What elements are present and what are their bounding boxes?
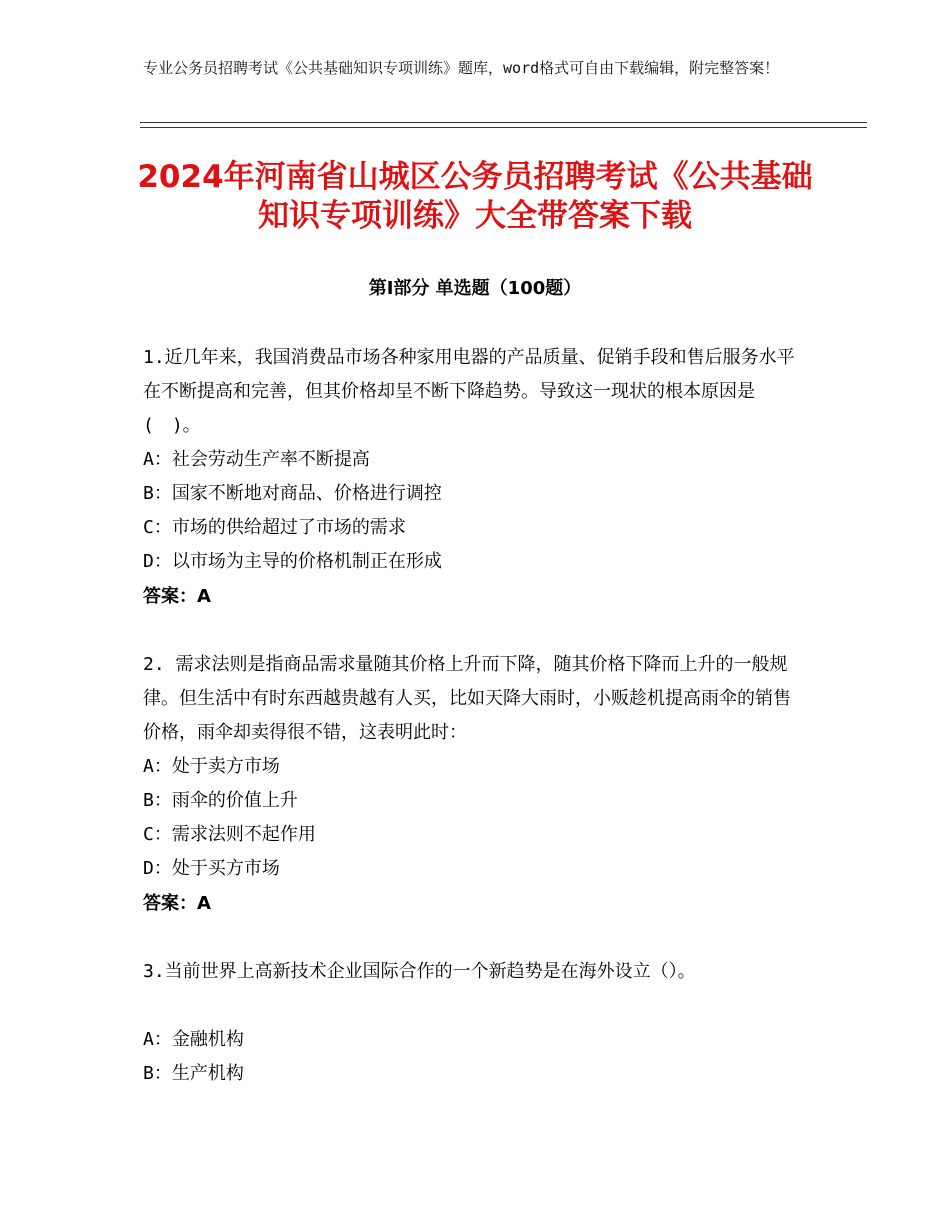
question-1-answer: 答案：A (143, 586, 211, 607)
question-1-option-d: D：以市场为主导的价格机制正在形成 (143, 551, 442, 572)
question-2-stem: 2. 需求法则是指商品需求量随其价格上升而下降，随其价格下降而上升的一般规律。但生活中有时东西越贵越有人买，比如天降大雨时，小贩趁机提高雨伞的销售价格，雨伞却卖得很不错，这表明此时： (143, 654, 791, 743)
question-2-option-d: D：处于买方市场 (143, 858, 280, 879)
question-2-answer: 答案：A (143, 893, 211, 914)
question-2-option-b: B：雨伞的价值上升 (143, 790, 298, 811)
question-3-option-b: B：生产机构 (143, 1063, 244, 1084)
header-rule-bottom (140, 127, 867, 128)
section-title: 第Ⅰ部分 单选题（100题） (368, 278, 582, 299)
question-3-stem: 3.当前世界上高新技术企业国际合作的一个新趋势是在海外设立（）。 (143, 961, 696, 982)
question-2-option-c: C：需求法则不起作用 (143, 824, 316, 845)
question-1-stem: 1.近几年来，我国消费品市场各种家用电器的产品质量、促销手段和售后服务水平在不断提高和完善，但其价格却呈不断下降趋势。导致这一现状的根本原因是( )。 (143, 347, 795, 436)
header-rule-top (140, 122, 867, 123)
question-3-option-a: A：金融机构 (143, 1029, 244, 1050)
header-note: 专业公务员招聘考试《公共基础知识专项训练》题库，word格式可自由下载编辑，附完整答案！ (143, 59, 780, 77)
question-1-option-a: A：社会劳动生产率不断提高 (143, 449, 370, 470)
question-2-option-a: A：处于卖方市场 (143, 756, 280, 777)
document-title: 2024年河南省山城区公务员招聘考试《公共基础知识专项训练》大全带答案下载 (137, 159, 813, 234)
question-1-option-b: B：国家不断地对商品、价格进行调控 (143, 483, 442, 504)
question-1-option-c: C：市场的供给超过了市场的需求 (143, 517, 406, 538)
